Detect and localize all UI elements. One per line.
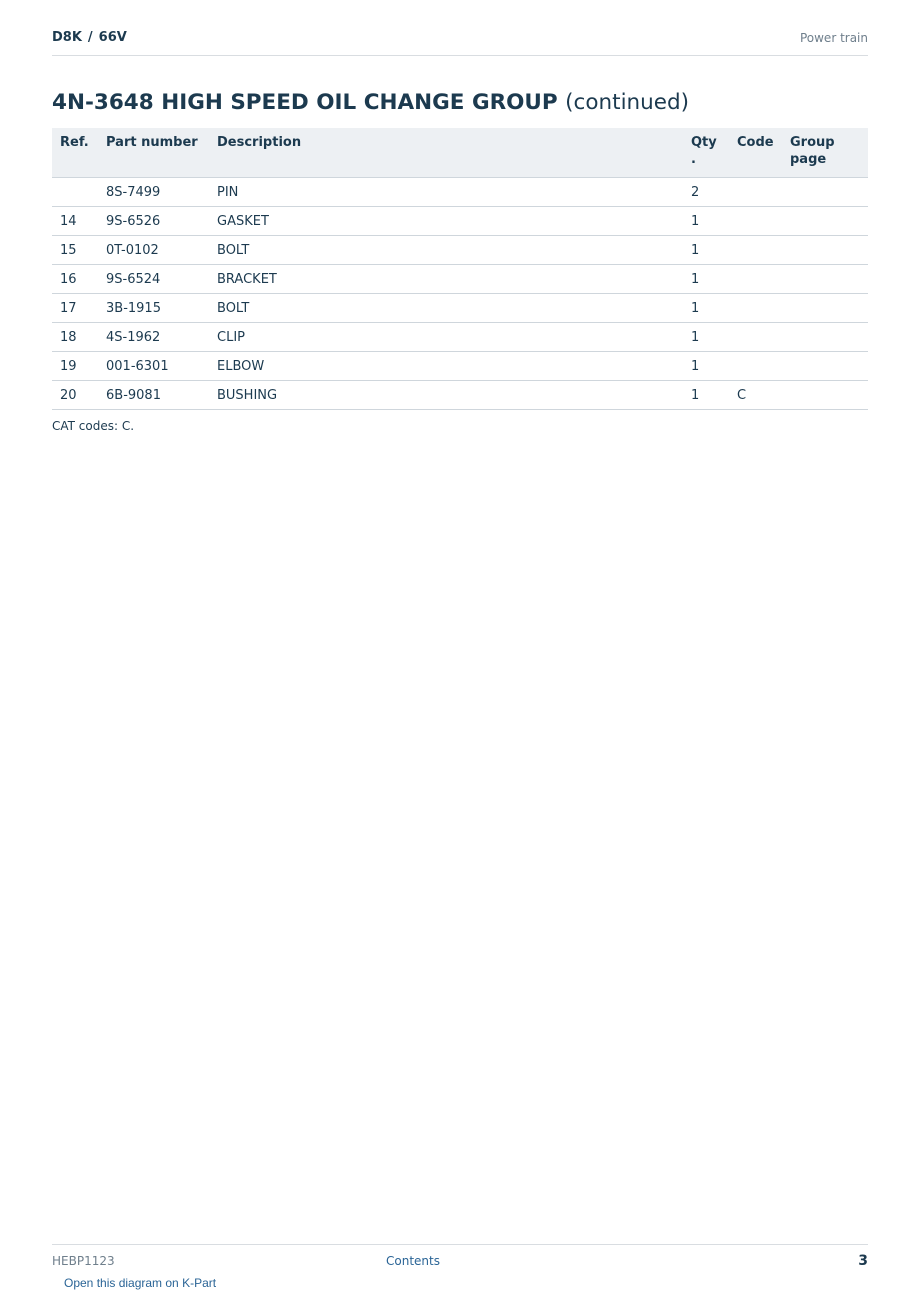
header-code: Code: [729, 128, 782, 178]
table-header-row: [52, 128, 868, 178]
cell-qty: 1: [683, 323, 729, 352]
cell-code: C: [729, 381, 782, 410]
cell-qty: 1: [683, 352, 729, 381]
cell-qty: 1: [683, 265, 729, 294]
cat-codes-note: CAT codes: C.: [52, 419, 135, 433]
header-qty-line2: .: [691, 152, 696, 167]
cell-ref: [52, 178, 98, 207]
section-name: Power train: [799, 31, 868, 45]
cell-description: BOLT: [209, 294, 683, 323]
cell-code: [729, 178, 782, 207]
table-row: [52, 178, 868, 207]
header-group-page: [782, 128, 868, 178]
contents-link[interactable]: Contents: [386, 1254, 440, 1268]
cell-description: CLIP: [209, 323, 683, 352]
table-row: [52, 236, 868, 265]
cell-group-page: [782, 381, 868, 410]
cell-group-page: [782, 207, 868, 236]
cell-group-page: [782, 178, 868, 207]
cell-ref: 18: [52, 323, 98, 352]
parts-table: [52, 128, 868, 410]
table-row: [52, 381, 868, 410]
cell-code: [729, 207, 782, 236]
table-row: [52, 294, 868, 323]
header-description: Description: [209, 128, 683, 178]
header-part-number: Part number: [98, 128, 209, 178]
cell-qty: 1: [683, 207, 729, 236]
cell-part-number: 9S-6524: [98, 265, 209, 294]
cell-part-number: 4S-1962: [98, 323, 209, 352]
serial-prefix-label: 66V: [98, 30, 127, 45]
cell-qty: 2: [683, 178, 729, 207]
breadcrumb: [52, 30, 127, 45]
cell-description: PIN: [209, 178, 683, 207]
cell-part-number: 001-6301: [98, 352, 209, 381]
cell-ref: 20: [52, 381, 98, 410]
cell-code: [729, 352, 782, 381]
page-footer: [52, 1244, 868, 1274]
table-row: [52, 323, 868, 352]
table-row: [52, 265, 868, 294]
cell-group-page: [782, 294, 868, 323]
cell-ref: 16: [52, 265, 98, 294]
page-title: [52, 90, 689, 115]
cell-part-number: 3B-1915: [98, 294, 209, 323]
header-qty: [683, 128, 729, 178]
cell-description: BRACKET: [209, 265, 683, 294]
cell-description: GASKET: [209, 207, 683, 236]
page-header: [52, 29, 868, 56]
cell-description: BOLT: [209, 236, 683, 265]
cell-group-page: [782, 236, 868, 265]
header-group-page-line2: page: [790, 152, 827, 167]
cell-ref: 17: [52, 294, 98, 323]
cell-ref: 19: [52, 352, 98, 381]
table-row: [52, 352, 868, 381]
cell-description: BUSHING: [209, 381, 683, 410]
cell-part-number: 6B-9081: [98, 381, 209, 410]
model-label: D8K: [52, 30, 82, 45]
cell-code: [729, 265, 782, 294]
header-ref: Ref.: [52, 128, 98, 178]
cell-code: [729, 294, 782, 323]
cell-group-page: [782, 352, 868, 381]
cell-code: [729, 236, 782, 265]
cell-qty: 1: [683, 294, 729, 323]
cell-group-page: [782, 265, 868, 294]
open-kpart-link[interactable]: Open this diagram on K-Part: [64, 1276, 217, 1290]
document-id: HEBP1123: [52, 1254, 115, 1268]
header-qty-line1: Qty: [691, 135, 717, 150]
cell-ref: 14: [52, 207, 98, 236]
cell-part-number: 0T-0102: [98, 236, 209, 265]
cell-part-number: 9S-6526: [98, 207, 209, 236]
breadcrumb-separator: /: [87, 30, 93, 45]
group-title: 4N-3648 HIGH SPEED OIL CHANGE GROUP: [52, 90, 558, 115]
cell-group-page: [782, 323, 868, 352]
page-number: 3: [858, 1253, 868, 1269]
cell-qty: 1: [683, 381, 729, 410]
cell-description: ELBOW: [209, 352, 683, 381]
cell-ref: 15: [52, 236, 98, 265]
cell-qty: 1: [683, 236, 729, 265]
cell-part-number: 8S-7499: [98, 178, 209, 207]
continued-label: (continued): [565, 90, 690, 115]
table-row: [52, 207, 868, 236]
cell-code: [729, 323, 782, 352]
header-group-page-line1: Group: [790, 135, 835, 150]
